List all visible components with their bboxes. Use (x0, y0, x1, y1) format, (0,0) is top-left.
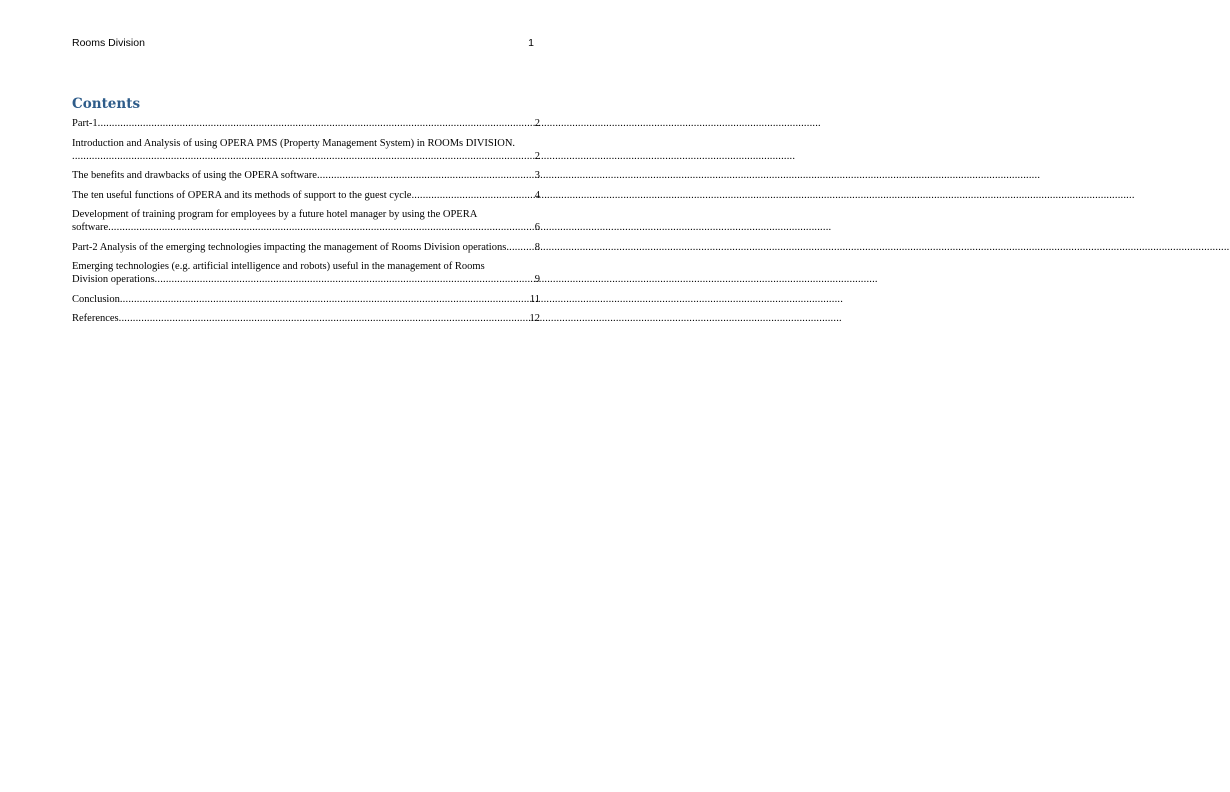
toc-entry-text: Development of training program for employees by a future hotel manager by using the OPERA (72, 209, 478, 220)
toc-leader (506, 241, 533, 254)
toc-entry-training-program[interactable] (72, 208, 540, 234)
toc-entry-ten-functions[interactable] (72, 189, 540, 202)
toc-entry-page: 12 (529, 313, 540, 324)
toc-entry-text: The ten useful functions of OPERA and its methods of support to the guest cycle (72, 189, 412, 201)
page-header (72, 36, 540, 50)
toc-entry-text: The benefits and drawbacks of using the OPERA software (72, 170, 317, 181)
toc-leader (411, 189, 533, 202)
toc-entry-page: 2 (534, 118, 540, 129)
header-page-number: 1 (528, 37, 534, 49)
table-of-contents (72, 95, 540, 332)
toc-entry-text: Part-2 Analysis of the emerging technologies impacting the management of Rooms Division operations (72, 241, 507, 253)
toc-entry-part-1[interactable] (72, 117, 540, 130)
toc-entry-text: References (72, 313, 119, 324)
toc-entry-text-continued: software (72, 222, 109, 233)
toc-entry-page: 9 (534, 274, 540, 285)
toc-leader (108, 221, 534, 234)
toc-entry-page: 6 (534, 222, 540, 233)
toc-entry-text: Introduction and Analysis of using OPERA PMS (Property Management System) in ROOMs DIVISION. (72, 137, 516, 149)
toc-entry-page: 2 (534, 150, 540, 162)
toc-entry-text-continued: Division operations (72, 274, 155, 285)
toc-entry-text: Part-1 (72, 118, 98, 129)
toc-entry-part-2[interactable] (72, 241, 540, 254)
toc-leader (119, 312, 529, 325)
toc-entry-page: 8 (534, 241, 540, 253)
toc-entry-benefits-drawbacks[interactable] (72, 169, 540, 182)
toc-entry-introduction[interactable] (72, 137, 540, 163)
toc-leader (72, 150, 534, 163)
toc-entry-page: 4 (534, 189, 540, 201)
toc-entry-conclusion[interactable] (72, 293, 540, 306)
toc-entry-text: Conclusion (72, 293, 120, 305)
toc-entry-page: 3 (534, 170, 540, 181)
toc-entry-text: Emerging technologies (e.g. artificial intelligence and robots) useful in the management of Rooms (72, 261, 485, 272)
toc-leader (98, 117, 534, 130)
toc-leader (155, 273, 534, 286)
toc-entry-page: 11 (529, 293, 540, 305)
toc-entry-references[interactable] (72, 312, 540, 325)
toc-entry-emerging-technologies[interactable] (72, 260, 540, 286)
header-title: Rooms Division (72, 37, 145, 49)
toc-leader (120, 293, 529, 306)
toc-heading: Contents (72, 96, 141, 112)
toc-leader (317, 169, 534, 182)
